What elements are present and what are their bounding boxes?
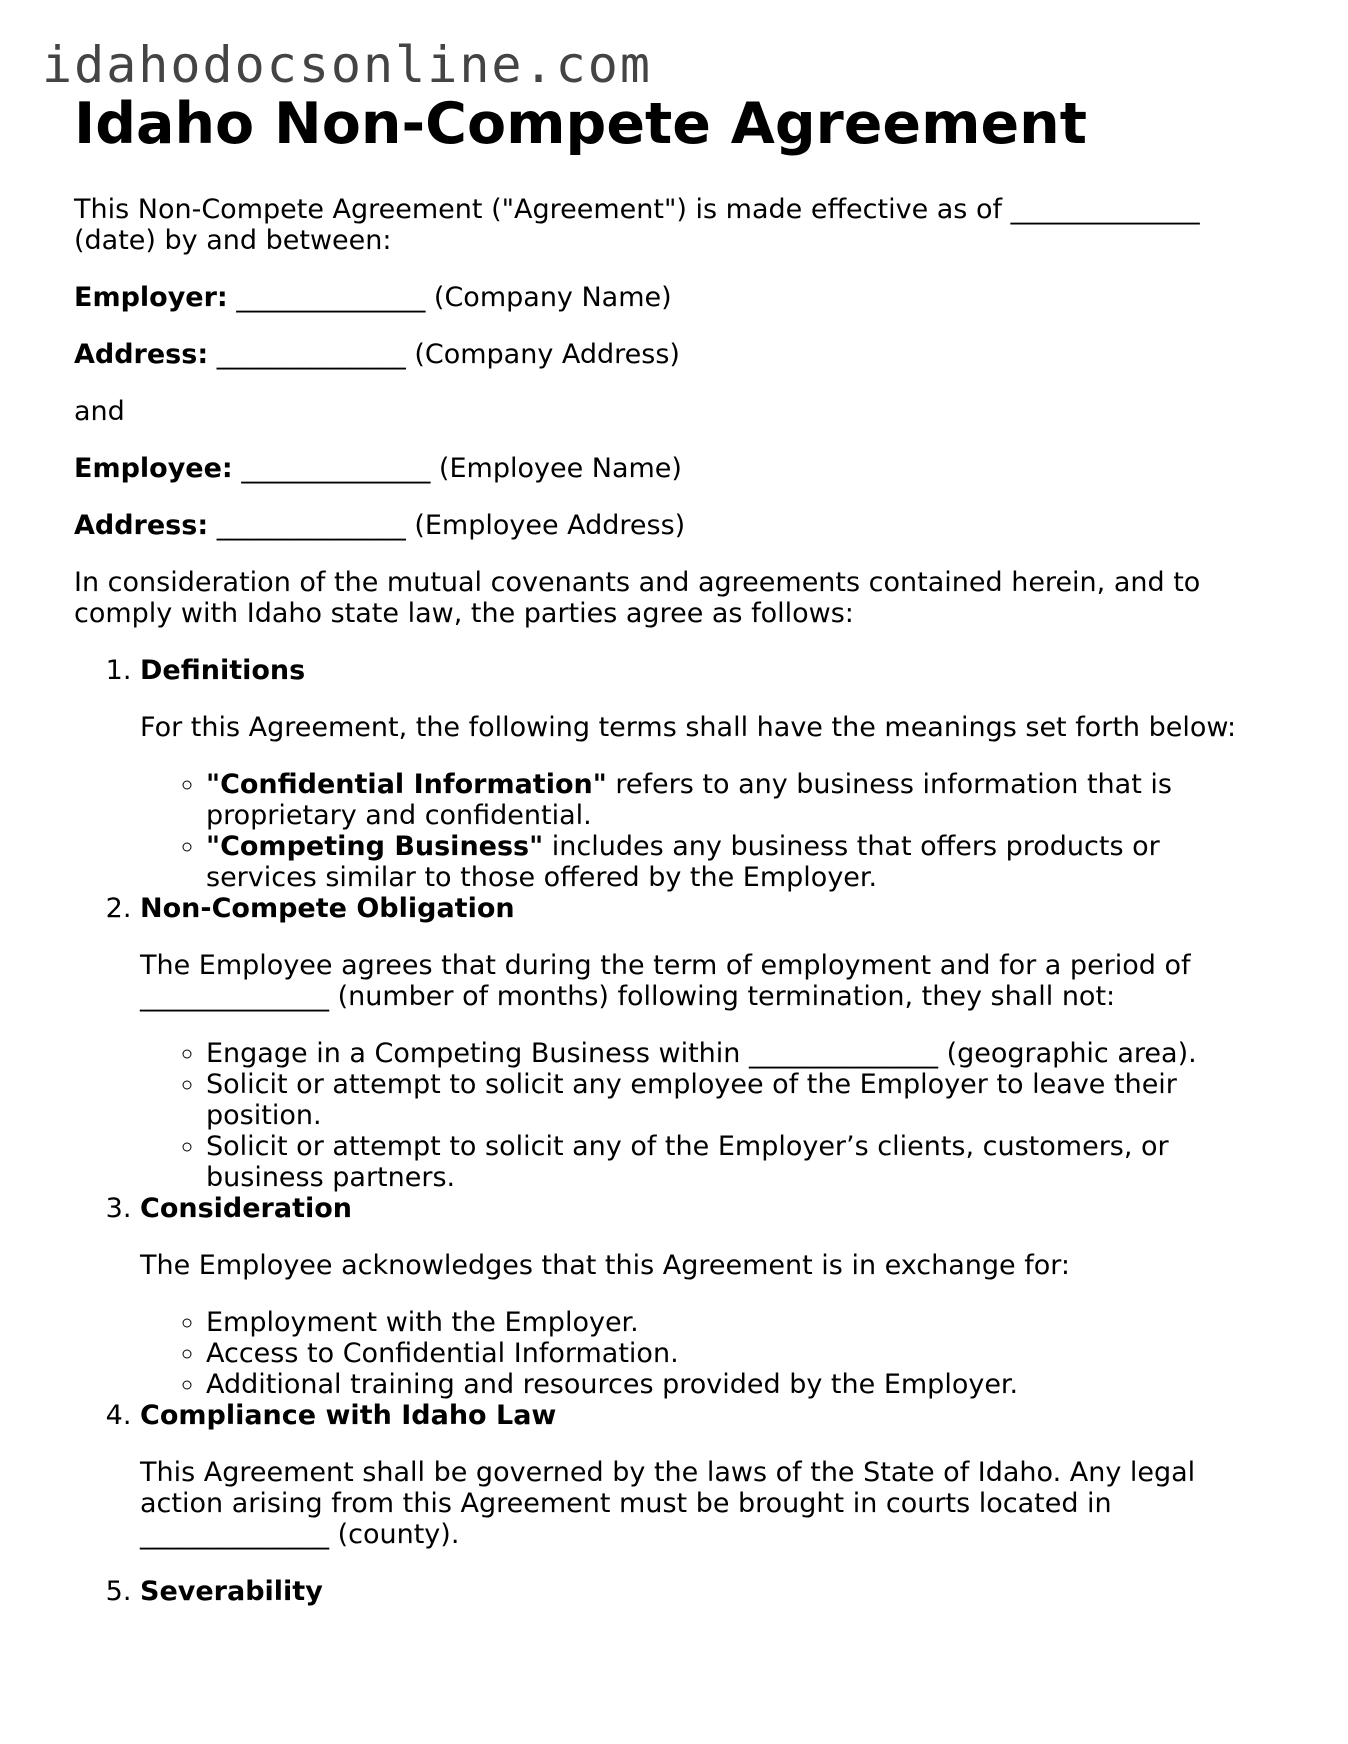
defined-term: "Confidential Information" (206, 768, 607, 800)
consideration-list (140, 1307, 1274, 1400)
intro-paragraph (74, 194, 1274, 256)
section-definitions (140, 655, 1274, 893)
section-title: 2. Non-Compete Obligation (140, 892, 515, 924)
definition-text: includes any business that offers products or services similar to those offered by the Employer. (206, 830, 1160, 893)
date-blank: ______________ (1010, 193, 1200, 225)
site-watermark: idahodocsonline.com (42, 36, 652, 94)
definition-text: refers to any business information that is proprietary and confidential. (206, 768, 1172, 831)
section-body: The Employee acknowledges that this Agreement is in exchange for: (140, 1249, 1070, 1281)
section-title: 5. Severability (140, 1575, 323, 1607)
intro-text-after: (date) by and between: (74, 224, 392, 256)
section-body-text: (county). (337, 1518, 460, 1550)
section-title: 3. Consideration (140, 1192, 353, 1224)
employer-address-blank: ______________ (216, 338, 406, 370)
list-item: ◦ Employment with the Employer. (206, 1307, 1274, 1338)
employer-address-line (74, 339, 1274, 370)
list-item (206, 831, 1274, 893)
employee-label: Employee: (74, 452, 233, 484)
employer-name-blank: ______________ (236, 281, 426, 313)
employer-name-hint: (Company Name) (433, 281, 672, 313)
list-item: ◦ Access to Confidential Information. (206, 1338, 1274, 1369)
section-body (140, 950, 1274, 1012)
employer-address-hint: (Company Address) (414, 338, 680, 370)
employee-address-line (74, 510, 1274, 541)
section-title: 1. Definitions (140, 654, 306, 686)
employer-address-label: Address: (74, 338, 209, 370)
definitions-list (140, 769, 1274, 893)
list-item: ◦ Solicit or attempt to solicit any of the Employer’s clients, customers, or business partners. (206, 1131, 1274, 1193)
section-severability (140, 1576, 1274, 1607)
intro-text-before: This Non-Compete Agreement ("Agreement") is made effective as of (74, 193, 1002, 225)
document-page (74, 92, 1274, 1607)
employer-label: Employer: (74, 281, 228, 313)
employee-name-hint: (Employee Name) (438, 452, 682, 484)
section-consideration (140, 1193, 1274, 1400)
months-blank: ______________ (140, 980, 329, 1012)
county-blank: ______________ (140, 1518, 329, 1550)
list-item-text: Engage in a Competing Business within (206, 1037, 741, 1069)
section-title: 4. Compliance with Idaho Law (140, 1399, 557, 1431)
employee-address-label: Address: (74, 509, 209, 541)
list-item (206, 769, 1274, 831)
geographic-area-blank: ______________ (749, 1037, 938, 1069)
list-item (206, 1038, 1274, 1069)
section-body: For this Agreement, the following terms shall have the meanings set forth below: (140, 711, 1237, 743)
document-title: Idaho Non-Compete Agreement (74, 91, 1087, 157)
sections-list (74, 655, 1274, 1607)
defined-term: "Competing Business" (206, 830, 544, 862)
obligations-list (140, 1038, 1274, 1193)
list-item: ◦ Additional training and resources provided by the Employer. (206, 1369, 1274, 1400)
list-item: ◦ Solicit or attempt to solicit any employee of the Employer to leave their position. (206, 1069, 1274, 1131)
section-compliance (140, 1400, 1274, 1550)
section-body (140, 1457, 1274, 1550)
consideration-intro: In consideration of the mutual covenants and agreements contained herein, and to comply with Idaho state law, the parties agree as follows: (74, 566, 1201, 629)
section-body-text: This Agreement shall be governed by the laws of the State of Idaho. Any legal action arising from this Agreement must be brought in courts located in (140, 1456, 1196, 1519)
employee-line (74, 453, 1274, 484)
section-body-text: (number of months) following termination, they shall not: (337, 980, 1116, 1012)
employee-address-hint: (Employee Address) (414, 509, 686, 541)
employer-line (74, 282, 1274, 313)
employee-name-blank: ______________ (241, 452, 431, 484)
section-body-text: The Employee agrees that during the term of employment and for a period of (140, 949, 1191, 981)
and-text: and (74, 395, 125, 427)
list-item-text: (geographic area). (946, 1037, 1197, 1069)
employee-address-blank: ______________ (216, 509, 406, 541)
section-non-compete (140, 893, 1274, 1193)
